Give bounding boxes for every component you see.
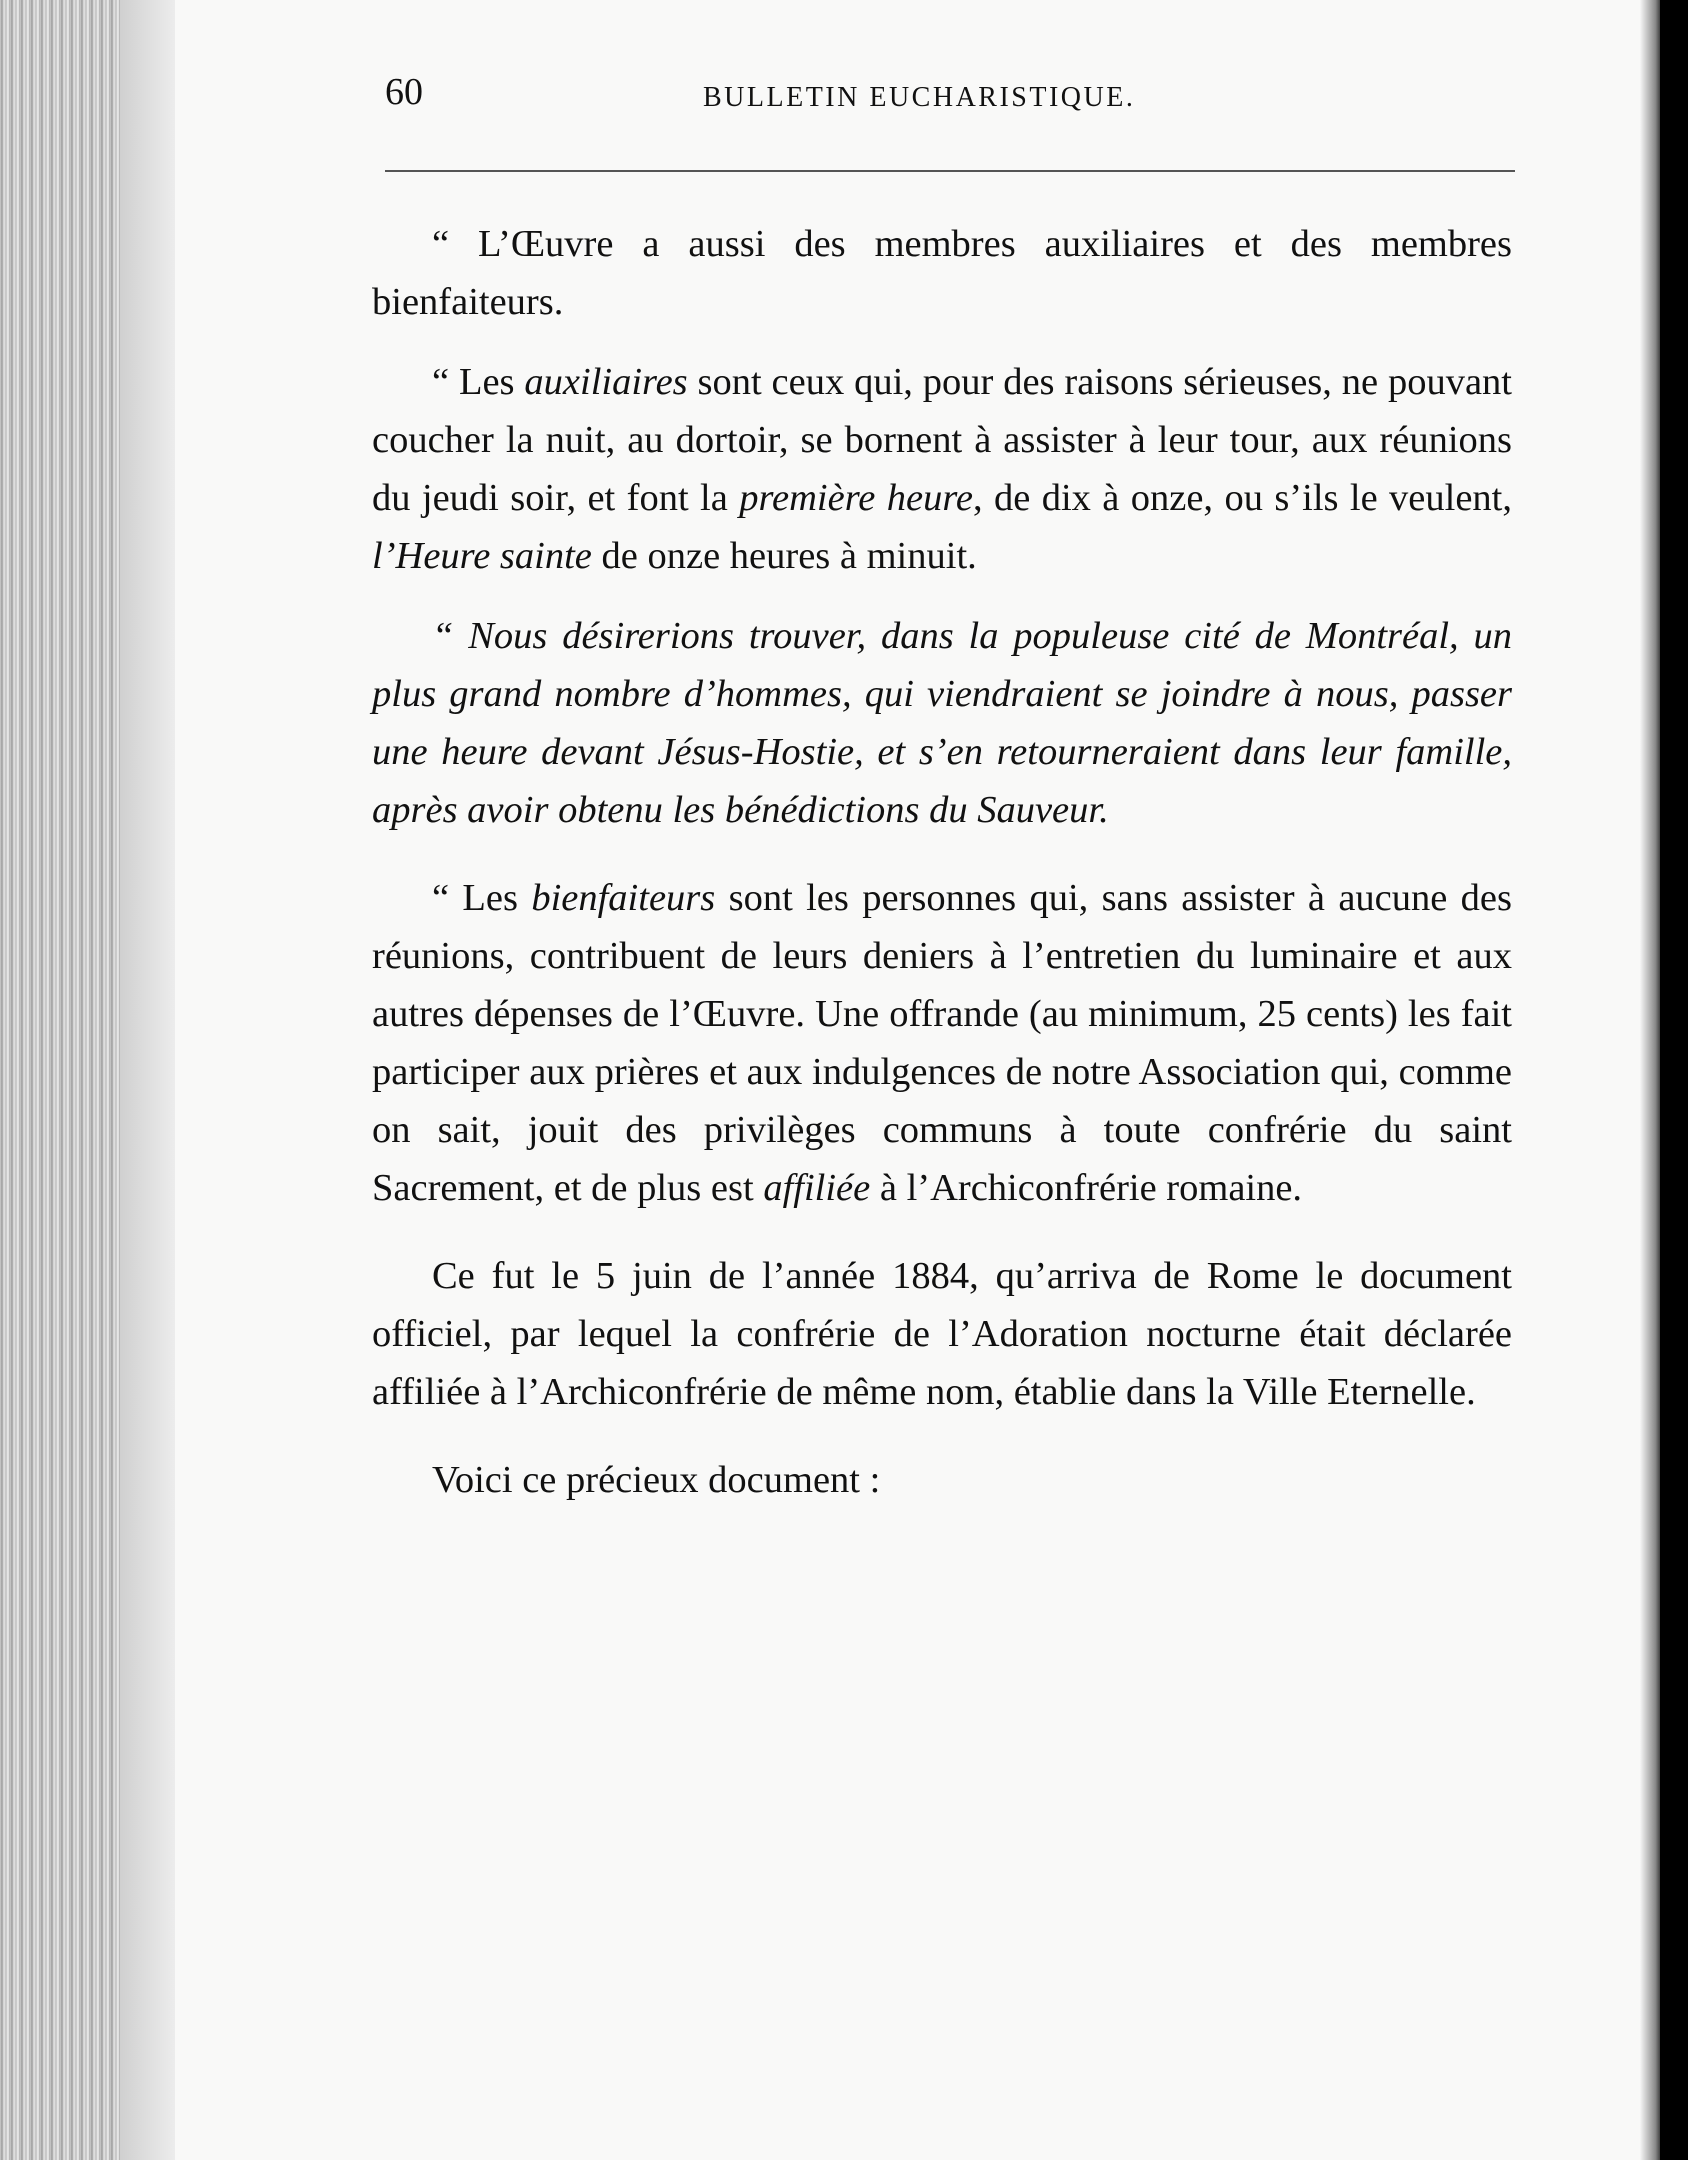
- paragraph-document-intro: Voici ce précieux document :: [432, 1459, 881, 1501]
- paragraph-members: “ L’Œuvre a aussi des membres auxiliaires et des membres bienfaiteurs.: [372, 223, 1512, 323]
- page-number: 60: [385, 71, 423, 113]
- italic-run: auxiliaires: [524, 361, 688, 403]
- paragraph-appeal: “ Nous désirerions trouver, dans la populeuse cité de Montréal, un plus grand nombre d’hommes, qui viendraient se joindre à nous, passer une heure devant Jésus-Hostie, et s’en retourneraient dans leur famille, après avoir obtenu les bénédictions du Sauveur.: [372, 615, 1512, 831]
- paragraph-affiliation: Ce fut le 5 juin de l’année 1884, qu’arriva de Rome le document officiel, par lequel la confrérie de l’Adoration nocturne était déclarée affiliée à l’Archiconfrérie de même nom, établie dans la Ville Eternelle.: [372, 1255, 1512, 1413]
- text-run: “ Les: [432, 877, 532, 919]
- scan-border: [1660, 0, 1688, 2160]
- text-run: “ Les: [432, 361, 525, 403]
- italic-run: bienfaiteurs: [531, 877, 716, 919]
- paragraph-bienfaiteurs: [372, 869, 1512, 1217]
- italic-run: première heure: [739, 477, 973, 519]
- text-run: de onze heures à minuit.: [591, 535, 977, 577]
- body-text: [372, 215, 1512, 1509]
- italic-run: affiliée: [763, 1167, 871, 1209]
- italic-run: l’Heure sainte: [372, 535, 592, 577]
- text-run: , de dix à onze, ou s’ils le veulent,: [972, 477, 1513, 519]
- page-header: [385, 70, 1515, 130]
- text-run: à l’Archiconfrérie romaine.: [870, 1167, 1303, 1209]
- paragraph-auxiliaires: [372, 353, 1512, 585]
- header-rule: [385, 170, 1515, 172]
- text-run: sont les personnes qui, sans assister à aucune des réunions, contribuent de leurs deniers à l’entretien du luminaire et aux autres dépenses de l’Œuvre. Une offrande (au minimum, 25 cents) les fait participer aux prières et aux indulgences de notre Association qui, comme on sait, jouit des privilèges communs à toute confrérie du saint Sacrement, et de plus est: [372, 877, 1512, 1209]
- book-page-edges: [0, 0, 190, 2160]
- book-gutter-shadow: [1640, 0, 1662, 2160]
- text-run: sont ceux qui, pour des raisons sérieuses, ne pouvant coucher la nuit, au dortoir, se bornent à assister à leur tour, aux réunions du jeudi soir, et font la: [372, 361, 1512, 519]
- running-title: BULLETIN EUCHARISTIQUE.: [703, 82, 1136, 113]
